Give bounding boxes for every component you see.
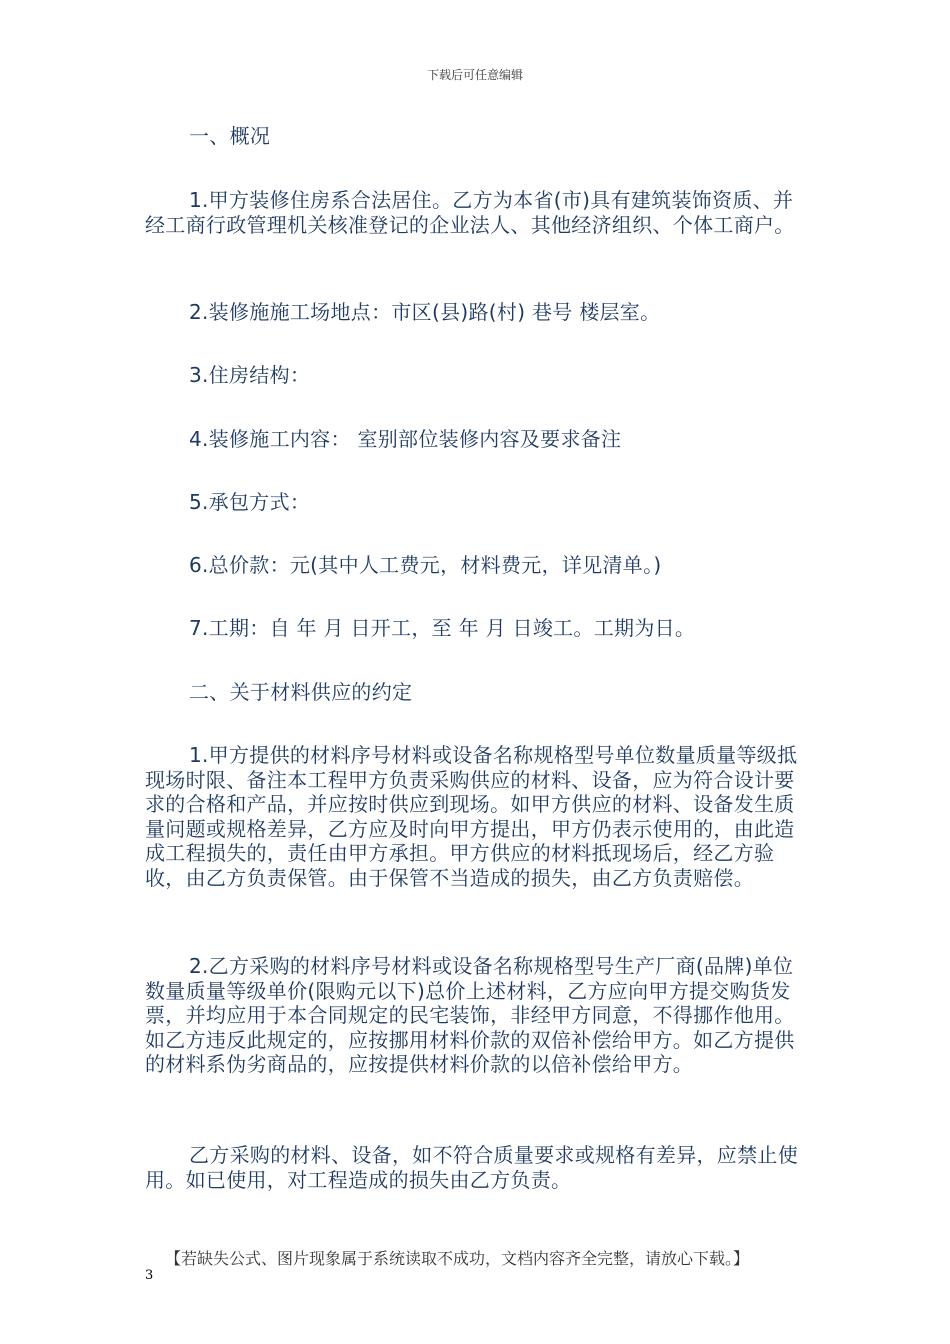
paragraph-materials-1: 1.甲方提供的材料序号材料或设备名称规格型号单位数量质量等级抵现场时限、备注本工程甲方负责采购供应的材料、设备，应为符合设计要求的合格和产品，并应按时供应到现场。如甲方供应的材料、设备发生质量问题或规格差异，乙方应及时向甲方提出，甲方仍表示使用的，由此造成工程损失的，责任由甲方承担。甲方供应的材料抵现场后，经乙方验收，由乙方负责保管。由于保管不当造成的损失，由乙方负责赔偿。 bbox=[145, 743, 798, 890]
paragraph-overview-4: 4.装修施工内容： 室别部位装修内容及要求备注 bbox=[189, 427, 622, 451]
section-heading-materials: 二、关于材料供应的约定 bbox=[189, 680, 413, 704]
paragraph-overview-6: 6.总价款：元(其中人工费元，材料费元，详见清单。) bbox=[189, 553, 662, 577]
paragraph-materials-3: 乙方采购的材料、设备，如不符合质量要求或规格有差异，应禁止使用。如已使用，对工程造成的损失由乙方负责。 bbox=[145, 1143, 798, 1192]
section-heading-overview: 一、概况 bbox=[189, 124, 271, 148]
paragraph-materials-2: 2.乙方采购的材料序号材料或设备名称规格型号生产厂商(品牌)单位数量质量等级单价(限购元以下)总价上述材料，乙方应向甲方提交购货发票，并均应用于本合同规定的民宅装饰，非经甲方同意，不得挪作他用。如乙方违反此规定的，应按挪用材料价款的双倍补偿给甲方。如乙方提供的材料系伪劣商品的，应按提供材料价款的以倍补偿给甲方。 bbox=[145, 954, 795, 1076]
paragraph-overview-1: 1.甲方装修住房系合法居住。乙方为本省(市)具有建筑装饰资质、并经工商行政管理机关核准登记的企业法人、其他经济组织、个体工商户。 bbox=[145, 188, 795, 237]
paragraph-overview-5: 5.承包方式： bbox=[189, 490, 311, 514]
paragraph-overview-3: 3.住房结构： bbox=[189, 363, 311, 387]
page-header: 下载后可任意编辑 bbox=[426, 68, 523, 82]
page-number: 3 bbox=[145, 1268, 154, 1283]
paragraph-overview-7: 7.工期：自 年 月 日开工，至 年 月 日竣工。工期为日。 bbox=[189, 616, 696, 640]
footer-note: 【若缺失公式、图片现象属于系统读取不成功，文档内容齐全完整，请放心下载。】 bbox=[165, 1249, 750, 1268]
paragraph-overview-2: 2.装修施施工场地点：市区(县)路(村) 巷号 楼层室。 bbox=[189, 300, 661, 324]
